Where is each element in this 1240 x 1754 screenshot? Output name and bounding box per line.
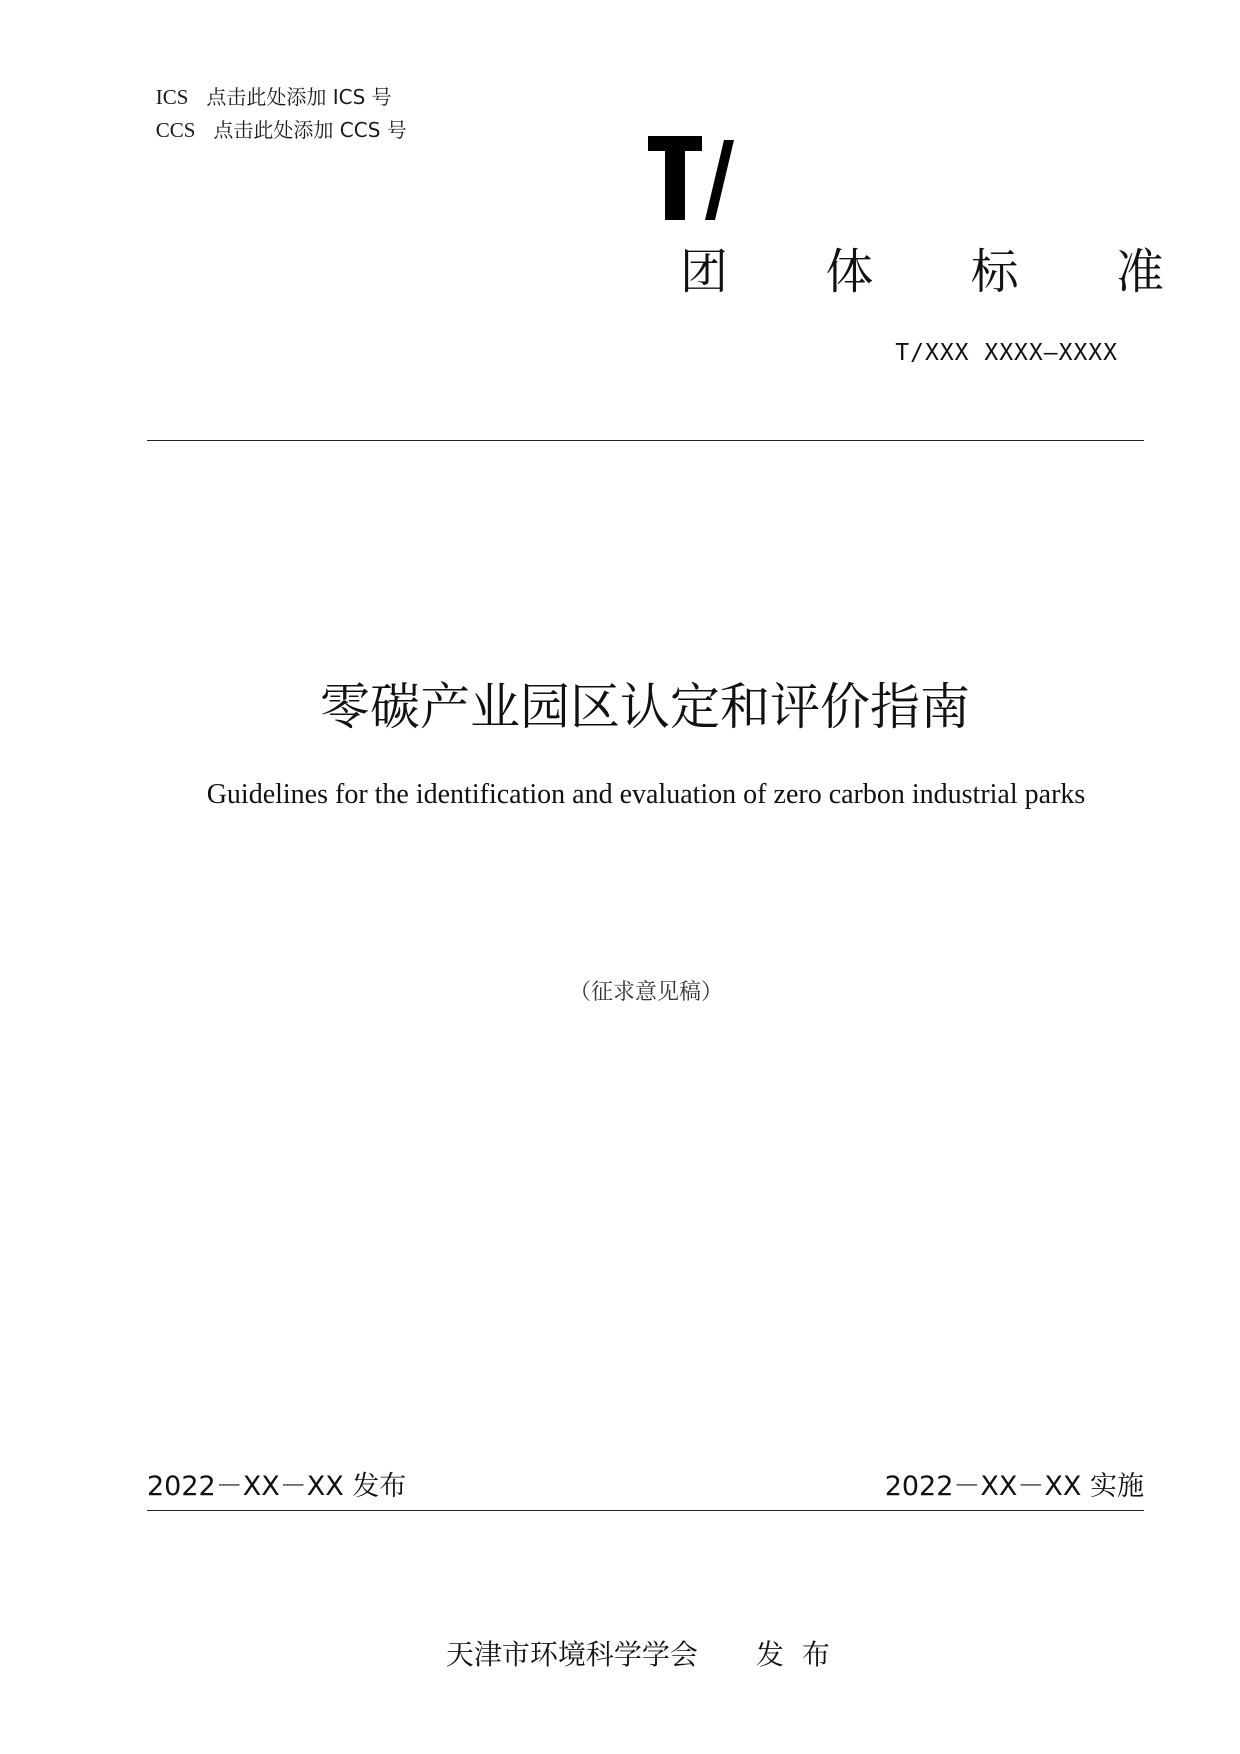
logo-slash bbox=[705, 140, 734, 220]
standard-number: T/XXX XXXX—XXXX bbox=[895, 340, 1118, 366]
ccs-placeholder[interactable]: 点击此处添加 CCS 号 bbox=[213, 118, 407, 142]
ics-label: ICS bbox=[155, 85, 189, 109]
publisher-line bbox=[0, 1589, 1240, 1677]
standard-category-char: 体 bbox=[825, 244, 874, 300]
standard-category-char: 准 bbox=[1115, 244, 1164, 300]
header-divider bbox=[147, 440, 1144, 441]
document-title-cn: 零碳产业园区认定和评价指南 bbox=[320, 678, 970, 736]
draft-status: （征求意见稿） bbox=[568, 980, 723, 1005]
standard-category-char: 标 bbox=[970, 244, 1019, 300]
standard-category-char: 团 bbox=[680, 244, 729, 300]
implement-date: 2022－XX－XX 实施 bbox=[884, 1471, 1144, 1502]
ccs-line bbox=[143, 91, 407, 143]
footer-divider bbox=[147, 1510, 1144, 1511]
ccs-label: CCS bbox=[155, 118, 196, 142]
ics-placeholder[interactable]: 点击此处添加 ICS 号 bbox=[206, 85, 392, 109]
publisher-organization: 天津市环境科学学会 bbox=[445, 1638, 698, 1671]
publish-date: 2022－XX－XX 发布 bbox=[147, 1471, 407, 1502]
publisher-action: 发布 bbox=[755, 1638, 848, 1671]
logo-t-stem bbox=[665, 136, 685, 220]
standard-category bbox=[680, 232, 1164, 312]
group-standard-logo bbox=[648, 128, 740, 224]
document-title-en: Guidelines for the identification and evaluation of zero carbon industrial parks bbox=[206, 779, 1086, 810]
